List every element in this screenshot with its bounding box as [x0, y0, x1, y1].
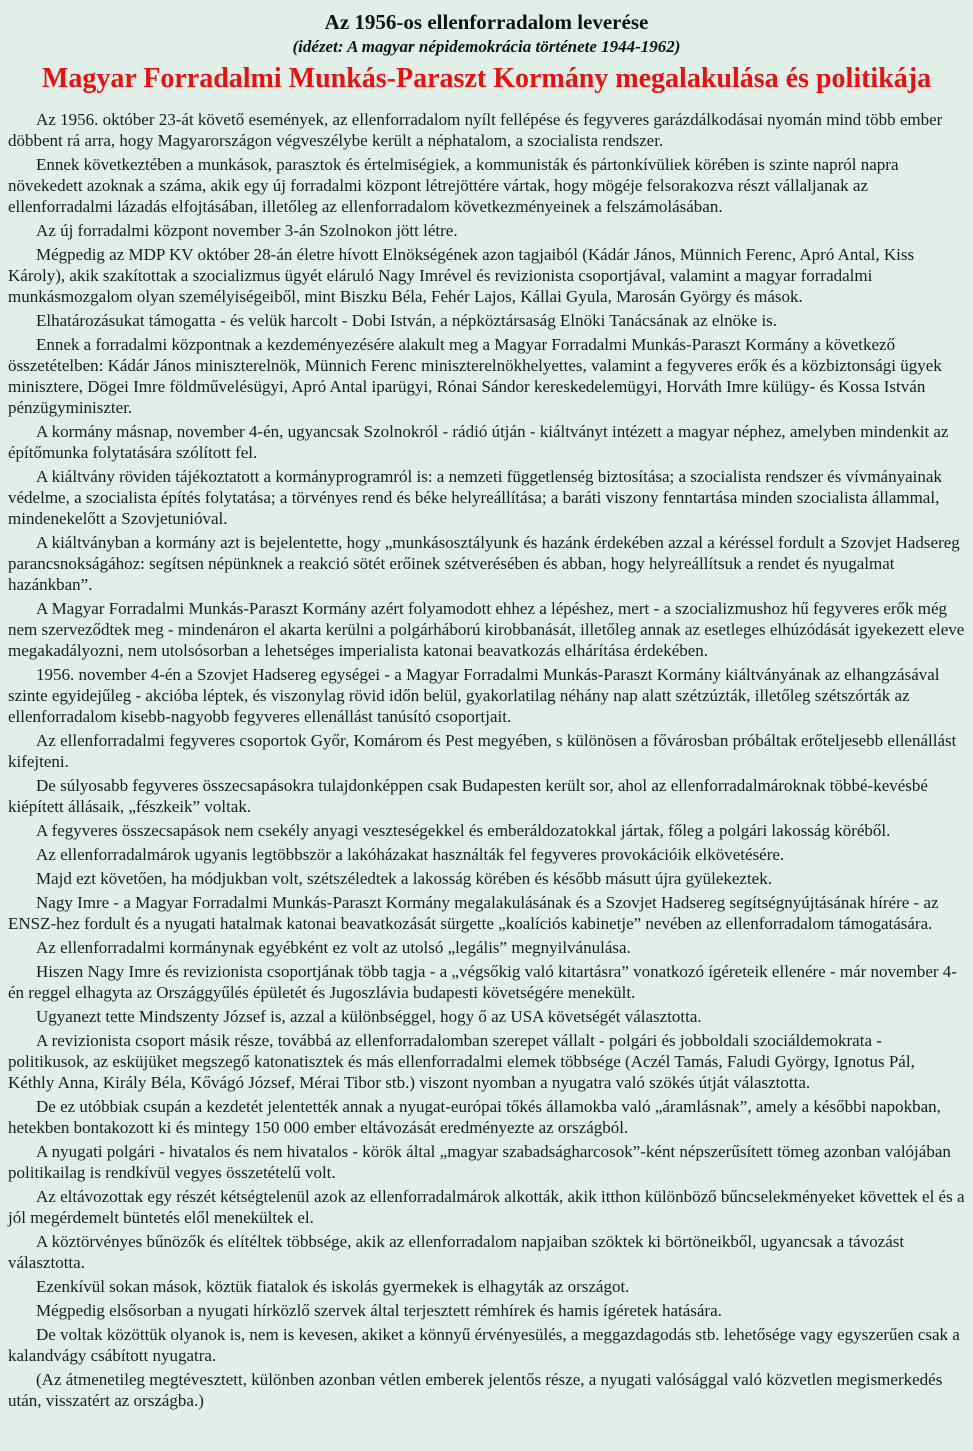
- paragraph: A kormány másnap, november 4-én, ugyancsak Szolnokról - rádió útján - kiáltványt intézett a magyar néphez, amelyben mindenkit az építőmunka folytatására szólított fel.: [8, 422, 949, 463]
- paragraph: De ez utóbbiak csupán a kezdetét jelentették annak a nyugat-európai tőkés államokba való „áramlásnak”, amely a későbbi napokban, hetekben bontakozott ki és mintegy 150 000 ember eltávozását eredményezte az országból.: [8, 1097, 941, 1138]
- paragraph: Az ellenforradalmárok ugyanis legtöbbször a lakóházakat használták fel fegyveres provokációik elkövetésére.: [36, 845, 785, 865]
- paragraph: Az eltávozottak egy részét kétségtelenül azok az ellenforradalmárok alkották, akik itthon különböző bűncselekményeket követtek el és a jól megérdemelt büntetés elől menekültek el.: [8, 1187, 965, 1228]
- document-header: [8, 10, 965, 95]
- paragraph: Az ellenforradalmi kormánynak egyébként ez volt az utolsó „legális” megnyilvánulása.: [36, 938, 631, 958]
- paragraph: Ennek következtében a munkások, parasztok és értelmiségiek, a kommunisták és pártonkívüliek körében is szinte napról napra növekedett azoknak a száma, akik egy új forradalmi központ létrejöttére vártak, hogy mögéje felsorakozva részt vállaljanak az ellenforradalmi lázadás elfojtásában, illetőleg az ellenforradalom következményeinek a felszámolásában.: [8, 155, 899, 217]
- paragraph: Ezenkívül sokan mások, köztük fiatalok és iskolás gyermekek is elhagyták az országot.: [36, 1277, 630, 1297]
- paragraph: Az ellenforradalmi fegyveres csoportok Győr, Komárom és Pest megyében, s különösen a fővárosban próbáltak erőteljesebb ellenállást kifejteni.: [8, 731, 957, 772]
- paragraph: A fegyveres összecsapások nem csekély anyagi veszteségekkel és emberáldozatokkal jártak, főleg a polgári lakosság köréből.: [36, 821, 891, 841]
- document-title: Az 1956-os ellenforradalom leverése: [324, 10, 649, 34]
- paragraph: Majd ezt követően, ha módjukban volt, szétszéledtek a lakosság körében és később másutt újra gyülekeztek.: [36, 869, 772, 889]
- paragraph: A kiáltványban a kormány azt is bejelentette, hogy „munkásosztályunk és hazánk érdekében azzal a kéréssel fordult a Szovjet Hadsereg parancsnokságához: segítsen népünknek a reakció sötét erőinek szétverésében és abban, hogy helyreállítsuk a rendet és nyugalmat hazánkban”.: [8, 533, 960, 595]
- paragraph: Ennek a forradalmi központnak a kezdeményezésére alakult meg a Magyar Forradalmi Munkás-Paraszt Kormány a következő összetételben: Kádár János miniszterelnök, Münnich Ferenc miniszterelnökhelyettes, valamint a fegyveres erők és a közbiztonsági ügyek minisztere, Dögei Imre földművelésügyi, Apró Antal iparügyi, Rónai Sándor kereskedelemügyi, Horváth Imre külügy- és Kossa István pénzügyminiszter.: [8, 335, 942, 418]
- paragraph: A kiáltvány röviden tájékoztatott a kormányprogramról is: a nemzeti függetlenség biztosítása; a szocialista rendszer és vívmányainak védelme, a szocialista építés folytatása; a törvényes rend és béke helyreállítása; a baráti viszony fenntartása minden szocialista állammal, mindenekelőtt a Szovjetunióval.: [8, 467, 942, 529]
- paragraph: A köztörvényes bűnözők és elítéltek többsége, akik az ellenforradalom napjaiban szöktek ki börtöneikből, ugyancsak a távozást választotta.: [8, 1232, 905, 1273]
- paragraph: (Az átmenetileg megtévesztett, különben azonban vétlen emberek jelentős része, a nyugati valósággal való közvetlen megismerkedés után, visszatért az országba.): [8, 1370, 943, 1411]
- paragraph: A revizionista csoport másik része, továbbá az ellenforradalomban szerepet vállalt - polgári és jobboldali szociáldemokrata - politikusok, az esküjüket megszegő katonatisztek és más ellenforradalmi elemek többsége (Aczél Tamás, Faludi György, Ignotus Pál, Kéthly Anna, Király Béla, Kővágó József, Mérai Tibor stb.) viszont nyomban a nyugatra való szökés útját választotta.: [8, 1031, 915, 1093]
- paragraph: 1956. november 4-én a Szovjet Hadsereg egységei - a Magyar Forradalmi Munkás-Paraszt Kormány kiáltványának az elhangzásával szinte egyidejűleg - akcióba léptek, és viszonylag rövid időn belül, gyakorlatilag néhány nap alatt szétzúzták, illetőleg szétszórták az ellenforradalom kisebb-nagyobb fegyveres ellenállást tanúsító csoportjait.: [8, 665, 940, 727]
- paragraph: A Magyar Forradalmi Munkás-Paraszt Kormány azért folyamodott ehhez a lépéshez, mert - a szocializmushoz hű fegyveres erők még nem szerveződtek meg - mindenáron el akarta kerülni a polgárháború kirobbanását, illetőleg annak az esetleges elhúzódását igyekezett eleve megakadályozni, nem utolsósorban a lehetséges imperialista katonai beavatkozás elhárítása érdekében.: [8, 599, 965, 661]
- paragraph: Nagy Imre - a Magyar Forradalmi Munkás-Paraszt Kormány megalakulásának és a Szovjet Hadsereg segítségnyújtásának hírére - az ENSZ-hez fordult és a nyugati hatalmak katonai beavatkozását sürgette „koalíciós kabinetje” nevében az ellenforradalom támogatására.: [8, 893, 939, 934]
- paragraph: Ugyanezt tette Mindszenty József is, azzal a különbséggel, hogy ő az USA követségét választotta.: [36, 1007, 702, 1027]
- paragraph: Elhatározásukat támogatta - és velük harcolt - Dobi István, a népköztársaság Elnöki Tanácsának az elnöke is.: [36, 311, 778, 331]
- paragraph: De súlyosabb fegyveres összecsapásokra tulajdonképpen csak Budapesten került sor, ahol az ellenforradalmároknak többé-kevésbé kiépített állásaik, „fészkeik” voltak.: [8, 776, 928, 817]
- document-subtitle: (idézet: A magyar népidemokrácia története 1944-1962): [292, 37, 681, 57]
- document-body: [8, 109, 965, 1411]
- document-red-title: Magyar Forradalmi Munkás-Paraszt Kormány megalakulása és politikája: [41, 62, 932, 94]
- paragraph: Az új forradalmi központ november 3-án Szolnokon jött létre.: [36, 221, 458, 241]
- paragraph: Hiszen Nagy Imre és revizionista csoportjának több tagja - a „végsőkig való kitartásra” vonatkozó ígéreteik ellenére - már november 4-én reggel elhagyta az Országgyűlés épületét és Jugoszlávia budapesti követségére menekült.: [8, 962, 957, 1003]
- paragraph: Mégpedig az MDP KV október 28-án életre hívott Elnökségének azon tagjaiból (Kádár János, Münnich Ferenc, Apró Antal, Kiss Károly), akik szakítottak a szocializmus ügyét eláruló Nagy Imrével és revizionista csoportjával, valamint a magyar forradalmi munkásmozgalom olyan személyiségeiből, mint Biszku Béla, Fehér Lajos, Kállai Gyula, Marosán György és mások.: [8, 245, 915, 307]
- paragraph: Az 1956. október 23-át követő események, az ellenforradalom nyílt fellépése és fegyveres garázdálkodásai nyomán mind több ember döbbent rá arra, hogy Magyarországon végveszélybe került a néphatalom, a szocialista rendszer.: [8, 110, 943, 151]
- paragraph: Mégpedig elsősorban a nyugati hírközlő szervek által terjesztett rémhírek és hamis ígéretek hatására.: [36, 1301, 722, 1321]
- paragraph: A nyugati polgári - hivatalos és nem hivatalos - körök által „magyar szabadságharcosok”-ként népszerűsített tömeg azonban valójában politikailag is rendkívül vegyes összetételű volt.: [8, 1142, 951, 1183]
- paragraph: De voltak közöttük olyanok is, nem is kevesen, akiket a könnyű érvényesülés, a meggazdagodás stb. lehetősége vagy egyszerűen csak a kalandvágy csábított nyugatra.: [8, 1325, 960, 1366]
